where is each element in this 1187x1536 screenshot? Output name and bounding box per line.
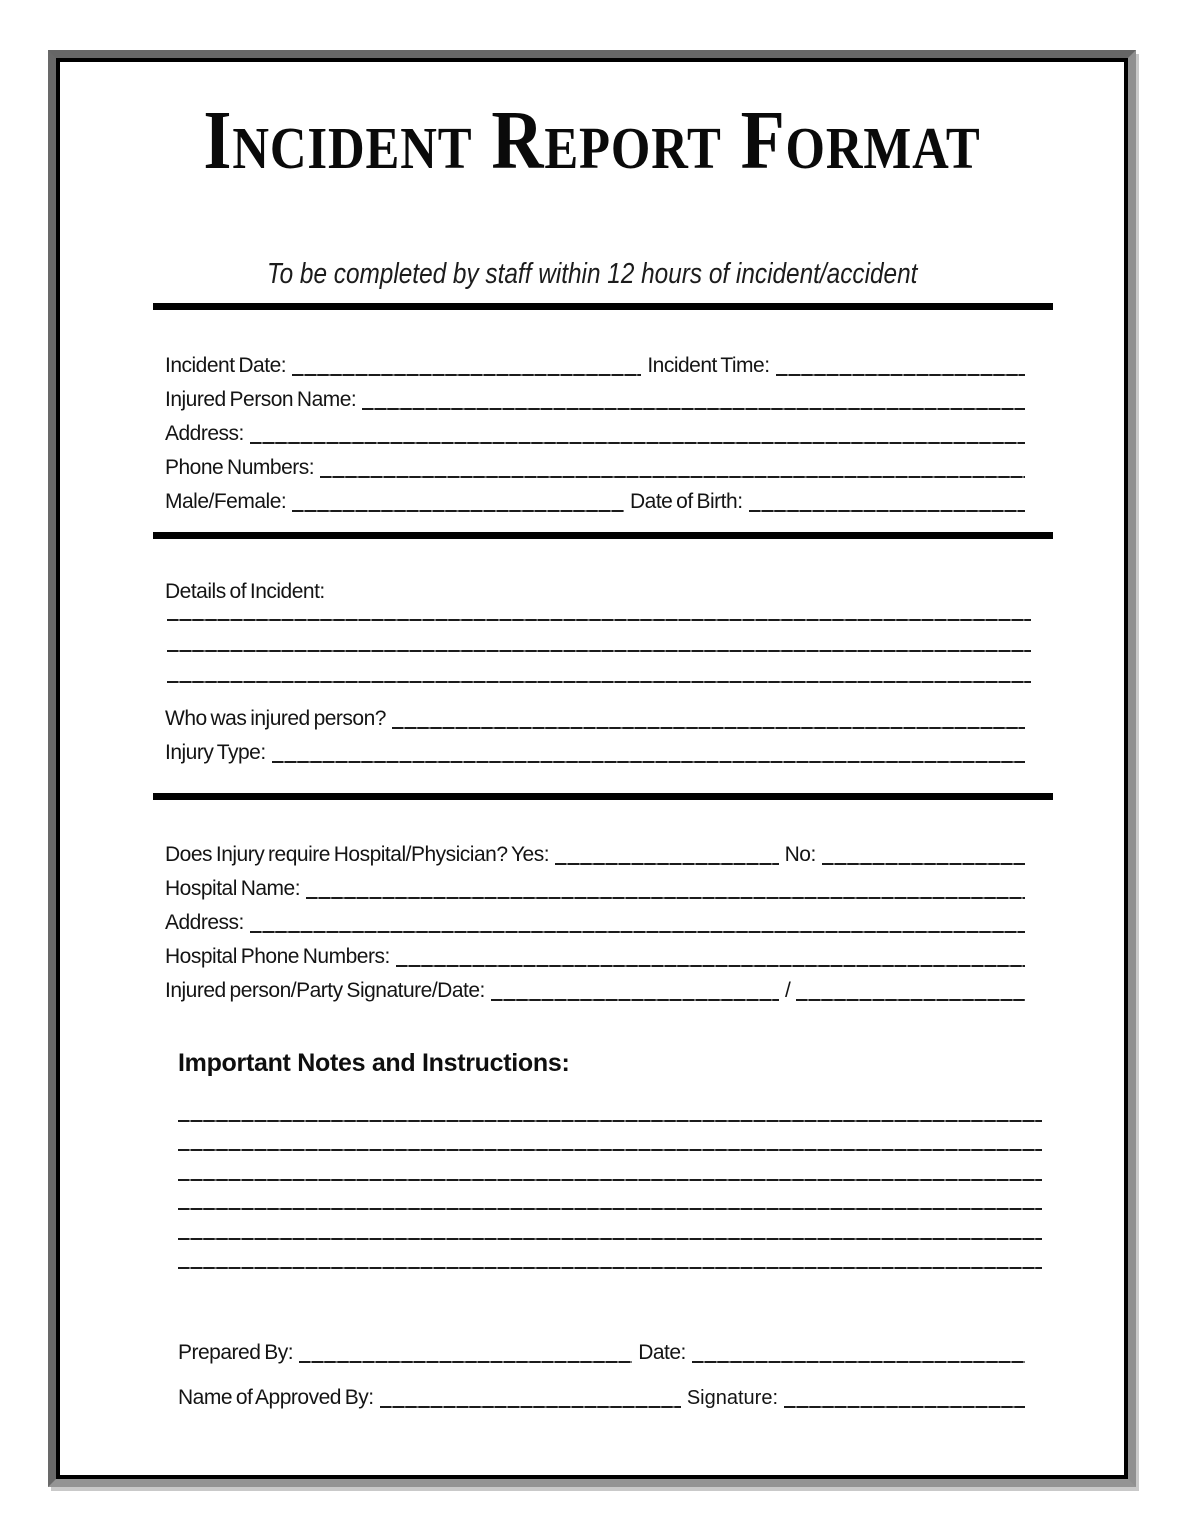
hospital-no-blank[interactable] bbox=[822, 838, 1025, 872]
slash-separator: / bbox=[784, 979, 791, 1002]
male-female-blank[interactable] bbox=[292, 485, 624, 519]
party-date-blank[interactable] bbox=[796, 974, 1025, 1008]
hospital-yes-blank[interactable] bbox=[555, 838, 779, 872]
prepared-by-label: Prepared By: bbox=[178, 1341, 294, 1364]
form-row bbox=[165, 906, 1025, 940]
details-blank-line[interactable] bbox=[165, 609, 1025, 640]
incident-time-blank[interactable] bbox=[776, 349, 1025, 383]
injury-type-blank[interactable] bbox=[272, 736, 1025, 770]
prepared-by-blank[interactable] bbox=[299, 1336, 632, 1370]
details-blank-line[interactable] bbox=[165, 640, 1025, 671]
party-signature-date-label: Injured person/Party Signature/Date: bbox=[165, 979, 485, 1002]
incident-section bbox=[165, 575, 1025, 770]
approved-by-blank[interactable] bbox=[380, 1381, 681, 1415]
document-page bbox=[56, 58, 1128, 1479]
form-row bbox=[165, 940, 1025, 974]
who-was-injured-blank[interactable] bbox=[392, 702, 1025, 736]
important-notes-heading: Important Notes and Instructions: bbox=[178, 1049, 570, 1077]
phone-numbers-label: Phone Numbers: bbox=[165, 456, 315, 479]
form-row bbox=[165, 349, 1025, 383]
hospital-address-label: Address: bbox=[165, 911, 244, 934]
section-divider bbox=[153, 793, 1053, 800]
notes-blank-line[interactable] bbox=[178, 1182, 1042, 1212]
incident-date-blank[interactable] bbox=[292, 349, 641, 383]
signature-blank[interactable] bbox=[784, 1381, 1025, 1415]
approved-by-label: Name of Approved By: bbox=[178, 1386, 374, 1409]
identity-section bbox=[165, 349, 1025, 519]
form-row bbox=[165, 702, 1025, 736]
form-row bbox=[165, 974, 1025, 1008]
address-blank[interactable] bbox=[250, 417, 1025, 451]
form-row bbox=[165, 575, 1025, 609]
notes-blank-line[interactable] bbox=[178, 1241, 1042, 1271]
form-row bbox=[165, 383, 1025, 417]
form-row bbox=[165, 872, 1025, 906]
form-row bbox=[165, 451, 1025, 485]
notes-blank-line[interactable] bbox=[178, 1152, 1042, 1182]
injured-person-name-label: Injured Person Name: bbox=[165, 388, 357, 411]
signature-label: Signature: bbox=[686, 1387, 779, 1409]
date-of-birth-label: Date of Birth: bbox=[629, 490, 743, 513]
hospital-phone-label: Hospital Phone Numbers: bbox=[165, 945, 390, 968]
page-subtitle: To be completed by staff within 12 hours of incident/accident bbox=[266, 258, 918, 290]
injured-person-name-blank[interactable] bbox=[362, 383, 1025, 417]
date-of-birth-blank[interactable] bbox=[749, 485, 1025, 519]
male-female-label: Male/Female: bbox=[165, 490, 287, 513]
who-was-injured-label: Who was injured person? bbox=[165, 707, 386, 730]
form-row bbox=[165, 417, 1025, 451]
section-divider bbox=[153, 303, 1053, 310]
form-row bbox=[178, 1336, 1025, 1370]
footer-date-label: Date: bbox=[638, 1341, 686, 1364]
form-row bbox=[178, 1381, 1025, 1415]
form-row bbox=[165, 736, 1025, 770]
form-row bbox=[165, 485, 1025, 519]
hospital-phone-blank[interactable] bbox=[396, 940, 1025, 974]
party-signature-blank[interactable] bbox=[491, 974, 779, 1008]
notes-blank-line[interactable] bbox=[178, 1123, 1042, 1153]
hospital-section bbox=[165, 838, 1025, 1008]
form-row bbox=[165, 838, 1025, 872]
details-of-incident-label: Details of Incident: bbox=[165, 580, 325, 603]
hospital-question-label: Does Injury require Hospital/Physician? Yes: bbox=[165, 843, 550, 866]
notes-section bbox=[165, 1093, 1025, 1270]
section-divider bbox=[153, 532, 1053, 539]
incident-date-label: Incident Date: bbox=[165, 354, 287, 377]
incident-time-label: Incident Time: bbox=[647, 354, 770, 377]
notes-blank-line[interactable] bbox=[178, 1093, 1042, 1123]
phone-numbers-blank[interactable] bbox=[320, 451, 1025, 485]
hospital-no-label: No: bbox=[784, 843, 816, 866]
form-body bbox=[60, 294, 1124, 1415]
footer-date-blank[interactable] bbox=[692, 1336, 1025, 1370]
page-title: Incident Report Format bbox=[203, 94, 981, 187]
address-label: Address: bbox=[165, 422, 244, 445]
notes-blank-line[interactable] bbox=[178, 1211, 1042, 1241]
details-blank-line[interactable] bbox=[165, 671, 1025, 702]
injury-type-label: Injury Type: bbox=[165, 741, 266, 764]
hospital-name-label: Hospital Name: bbox=[165, 877, 301, 900]
hospital-address-blank[interactable] bbox=[250, 906, 1025, 940]
page-border-frame bbox=[48, 50, 1136, 1487]
hospital-name-blank[interactable] bbox=[306, 872, 1025, 906]
